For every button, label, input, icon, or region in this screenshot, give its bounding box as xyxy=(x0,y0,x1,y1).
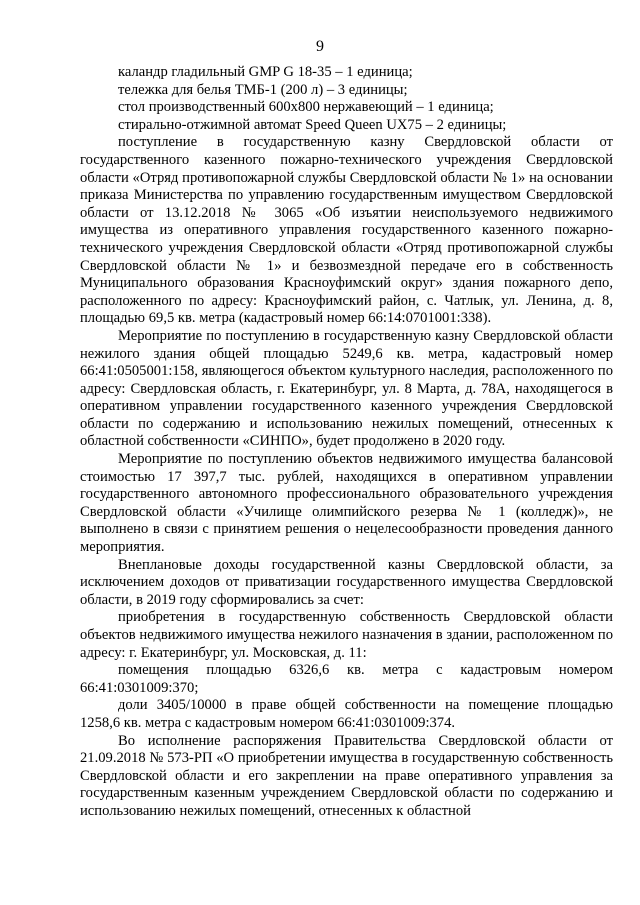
paragraph: помещения площадью 6326,6 кв. метра с кадастровым номером 66:41:0301009:370; xyxy=(80,662,613,696)
paragraph: стирально-отжимной автомат Speed Queen UX75 – 2 единицы; xyxy=(118,116,507,133)
document-body xyxy=(80,64,613,821)
paragraph: Во исполнение распоряжения Правительства Свердловской области от 21.09.2018 № 573-РП «О приобретении имущества в государственную собственность Свердловской области и его закреплении на праве оперативного управления за государственным казенным учреждением Свердловской области по содержанию и использованию нежилых помещений, отнесенных к областной xyxy=(80,732,613,819)
paragraph: приобретения в государственную собственность Свердловской области объектов недвижимого имущества нежилого назначения в здании, расположенном по адресу: г. Екатеринбург, ул. Московская, д. 11: xyxy=(80,609,613,661)
paragraph: каландр гладильный GMP G 18-35 – 1 единица; xyxy=(118,64,413,80)
page-number: 9 xyxy=(316,38,324,55)
paragraph: поступление в государственную казну Свердловской области от государственного казенного пожарно-технического учреждения Свердловской области «Отряд противопожарной службы Свердловской области № 1» на основании приказа Министерства по управлению государственным имуществом Свердловской области от 13.12.2018 № 3065 «Об изъятии неиспользуемого недвижимого имущества из оперативного управления государственного казенного пожарно-технического учреждения Свердловской области «Отряд противопожарной службы Свердловской области № 1» и безвозмездной передаче его в собственность Муниципального образования Красноуфимский округ» здания пожарного депо, расположенного по адресу: Красноуфимский район, с. Чатлык, ул. Ленина, д. 8, площадью 69,5 кв. метра (кадастровый номер 66:14:0701001:338). xyxy=(80,134,613,327)
paragraph: доли 3405/10000 в праве общей собственности на помещение площадью 1258,6 кв. метра с кадастровым номером 66:41:0301009:374. xyxy=(80,697,613,731)
paragraph: Внеплановые доходы государственной казны Свердловской области, за исключением доходов от приватизации государственного имущества Свердловской области, в 2019 году сформировались за счет: xyxy=(80,556,613,608)
paragraph: стол производственный 600х800 нержавеющий – 1 единица; xyxy=(118,99,494,116)
paragraph: Мероприятие по поступлению в государственную казну Свердловской области нежилого здания общей площадью 5249,6 кв. метра, кадастровый номер 66:41:0505001:158, являющегося объектом культурного наследия, расположенного по адресу: Свердловская область, г. Екатеринбург, ул. 8 Марта, д. 78А, находящегося в оперативном управлении государственного казенного учреждения Свердловской области по содержанию и использованию нежилых помещений, отнесенных к областной собственности «СИНПО», будет продолжено в 2020 году. xyxy=(80,327,613,450)
paragraph: Мероприятие по поступлению объектов недвижимого имущества балансовой стоимостью 17 397,7 тыс. рублей, находящихся в оперативном управлении государственного автономного профессионального образовательного учреждения Свердловской области «Училище олимпийского резерва № 1 (колледж)», не выполнено в связи с принятием решения о нецелесообразности проведения данного мероприятия. xyxy=(80,451,613,556)
paragraph: тележка для белья ТМБ-1 (200 л) – 3 единицы; xyxy=(118,81,408,98)
